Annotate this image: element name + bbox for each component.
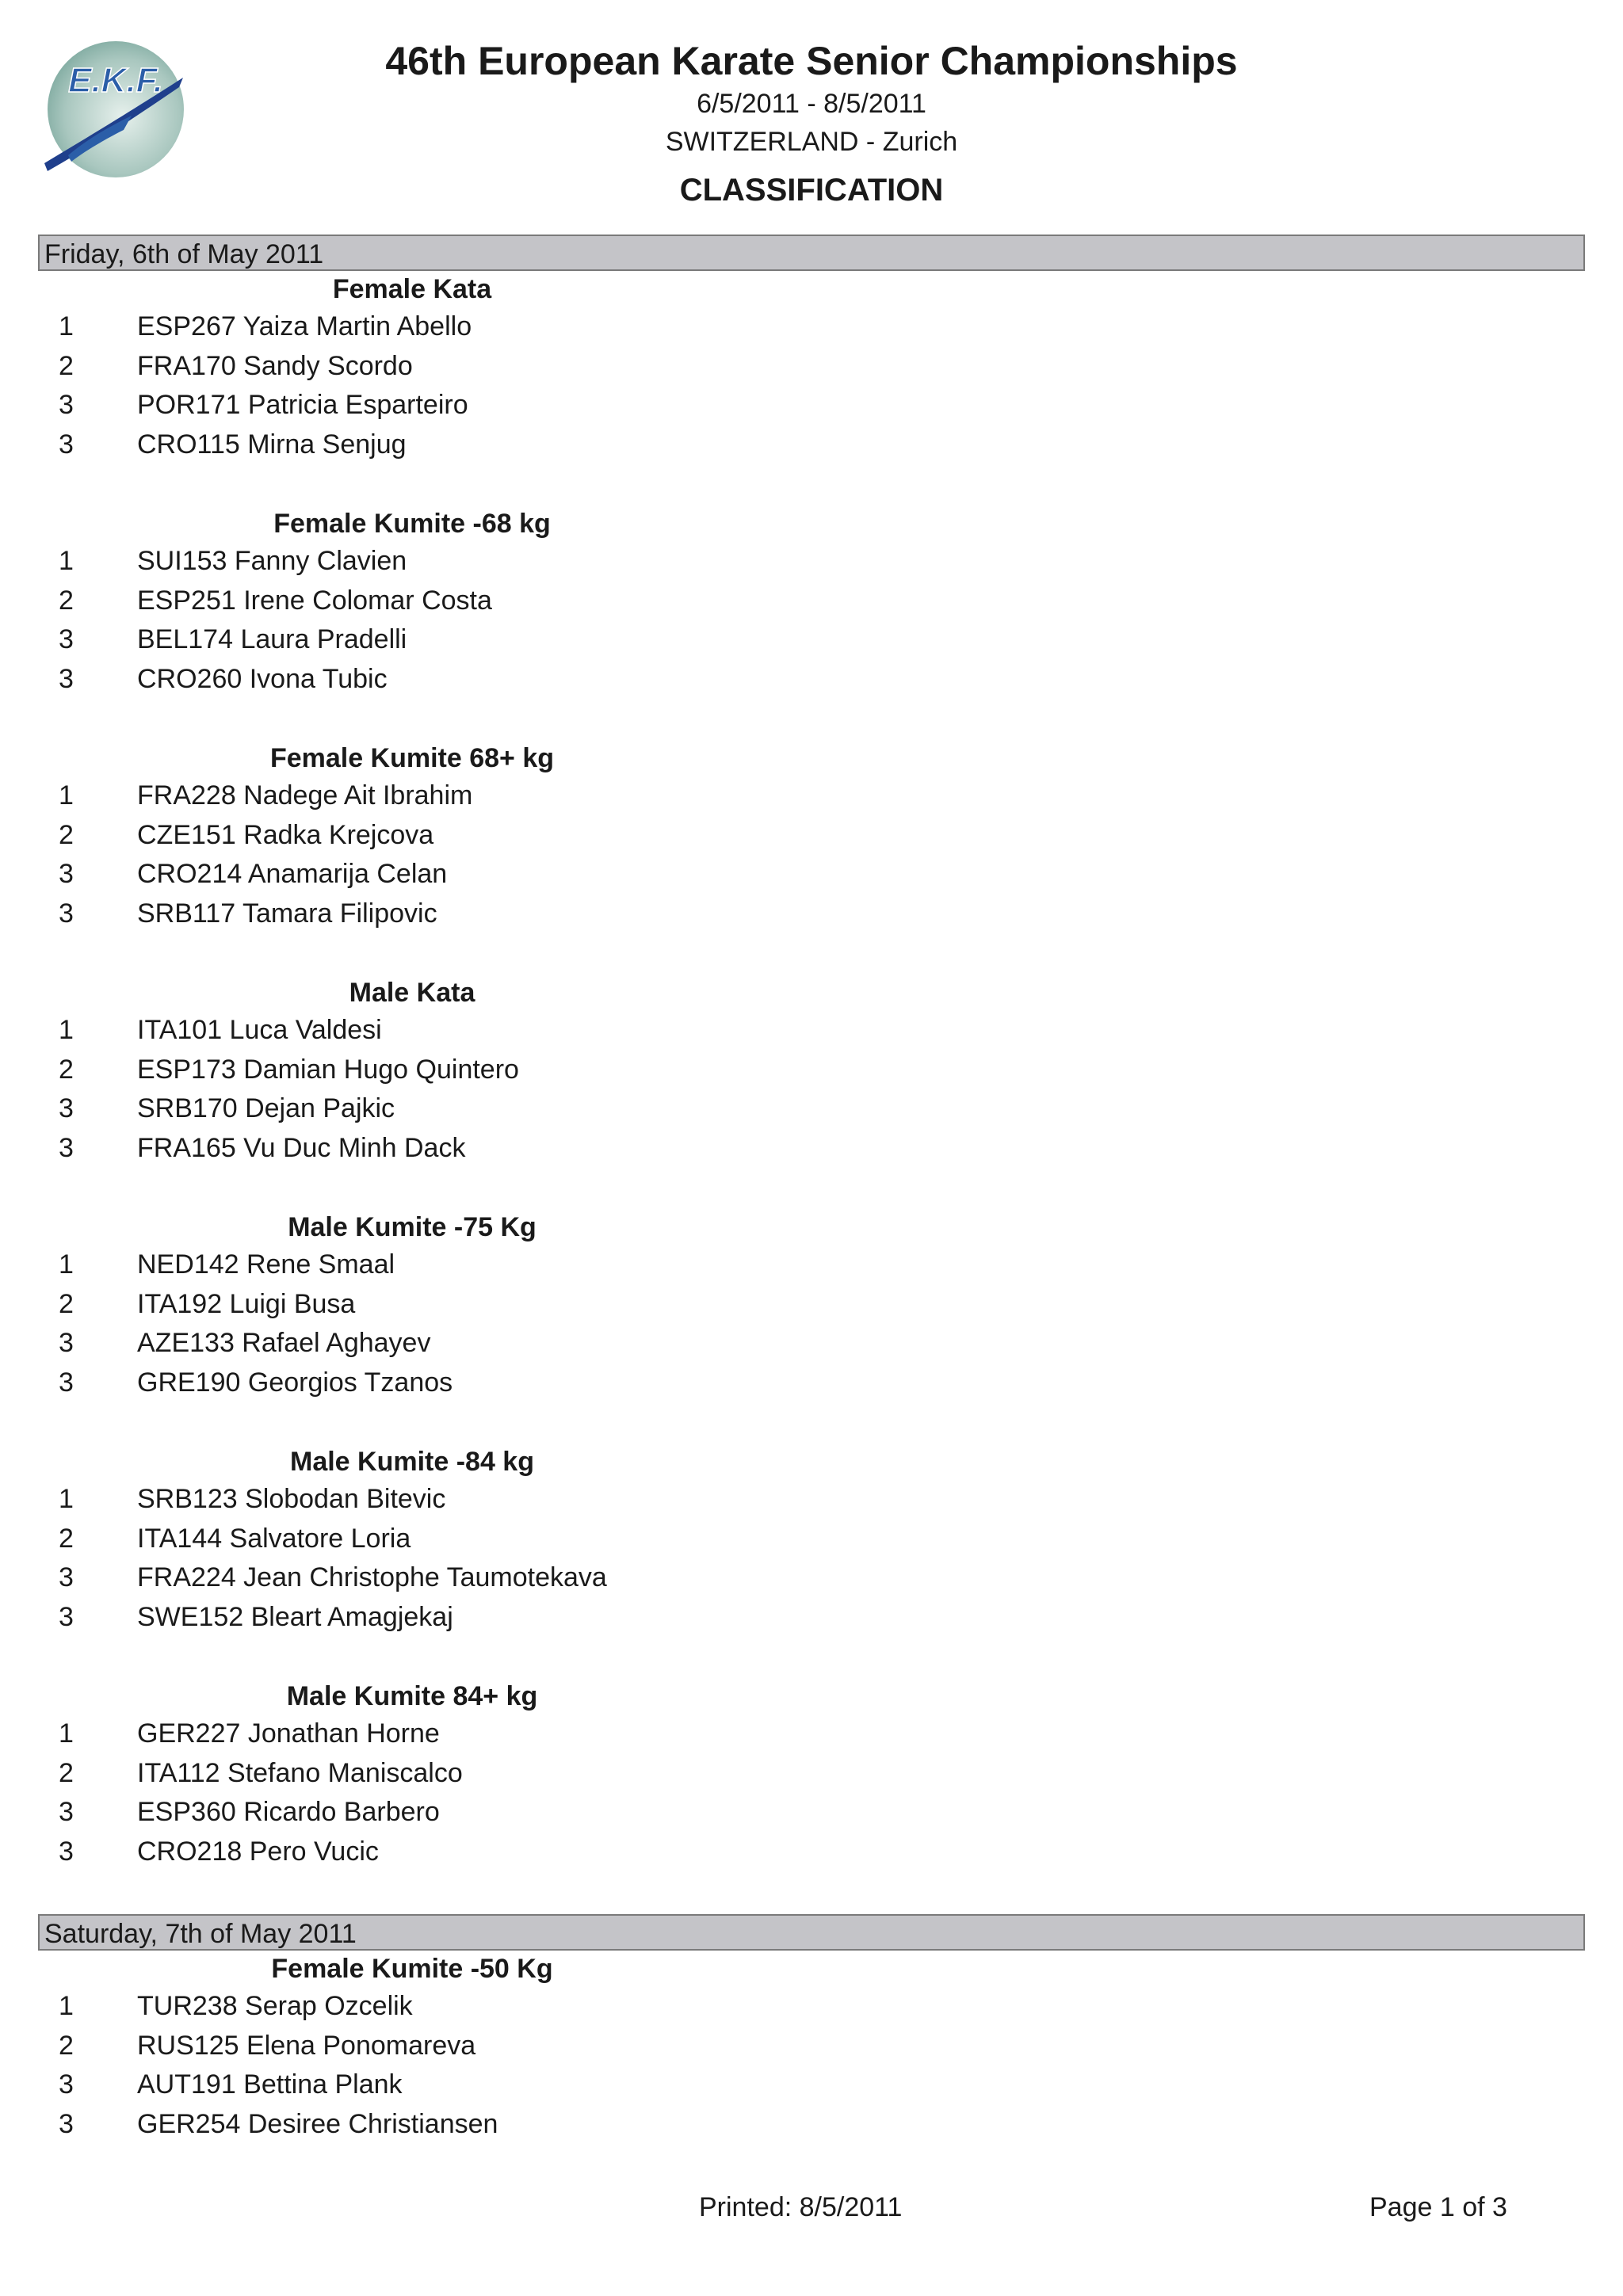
rank: 3	[59, 2108, 74, 2139]
section-title: CLASSIFICATION	[679, 173, 944, 208]
athlete-name: GRE190 Georgios Tzanos	[137, 1367, 453, 1398]
athlete-name: BEL174 Laura Pradelli	[137, 624, 407, 654]
athlete-name: CRO218 Pero Vucic	[137, 1836, 379, 1867]
rank: 3	[59, 390, 74, 420]
day-header: Friday, 6th of May 2011	[38, 235, 1585, 271]
rank: 2	[59, 2030, 74, 2061]
athlete-name: SWE152 Bleart Amagjekaj	[137, 1601, 453, 1632]
athlete-name: ESP251 Irene Colomar Costa	[137, 585, 492, 616]
athlete-name: SRB123 Slobodan Bitevic	[137, 1484, 446, 1514]
category-spacer	[38, 699, 1585, 740]
rank: 3	[59, 1797, 74, 1827]
result-row	[38, 542, 1585, 582]
category-title: Female Kumite -68 kg	[273, 509, 551, 539]
athlete-name: SRB117 Tamara Filipovic	[137, 898, 437, 929]
athlete-name: AZE133 Rafael Aghayev	[137, 1328, 431, 1358]
day-spacer	[38, 1871, 1585, 1914]
result-row	[38, 776, 1585, 816]
rank: 1	[59, 311, 74, 341]
category-title: Male Kumite 84+ kg	[286, 1681, 538, 1711]
result-row	[38, 1833, 1585, 1872]
result-row	[38, 1129, 1585, 1169]
category-title: Female Kumite 68+ kg	[269, 743, 555, 773]
rank: 3	[59, 898, 74, 929]
category-title: Male Kumite -75 Kg	[288, 1212, 537, 1242]
result-row	[38, 1480, 1585, 1520]
result-row	[38, 1089, 1585, 1129]
result-row	[38, 620, 1585, 660]
rank: 3	[59, 2069, 74, 2100]
category-spacer	[38, 1402, 1585, 1444]
result-row	[38, 1520, 1585, 1559]
page-number: Page 1 of 3	[1369, 2192, 1507, 2222]
rank: 3	[59, 624, 74, 654]
event-location: SWITZERLAND - Zurich	[665, 127, 958, 157]
result-row	[38, 1754, 1585, 1794]
category-title: Female Kata	[332, 274, 492, 304]
result-row	[38, 1245, 1585, 1285]
athlete-name: CZE151 Radka Krejcova	[137, 819, 434, 850]
rank: 2	[59, 1757, 74, 1788]
athlete-name: RUS125 Elena Ponomareva	[137, 2030, 476, 2061]
rank: 2	[59, 819, 74, 850]
rank: 2	[59, 585, 74, 616]
rank: 2	[59, 1523, 74, 1554]
athlete-name: CRO260 Ivona Tubic	[137, 663, 388, 694]
athlete-name: FRA165 Vu Duc Minh Dack	[137, 1132, 466, 1163]
result-row	[38, 1714, 1585, 1754]
athlete-name: CRO115 Mirna Senjug	[137, 429, 407, 460]
rank: 3	[59, 859, 74, 889]
printed-date: Printed: 8/5/2011	[699, 2192, 903, 2222]
result-row	[38, 582, 1585, 621]
rank: 1	[59, 780, 74, 810]
category-spacer	[38, 933, 1585, 974]
result-row	[38, 1363, 1585, 1403]
result-row	[38, 1011, 1585, 1051]
category-spacer	[38, 1168, 1585, 1209]
athlete-name: FRA228 Nadege Ait Ibrahim	[137, 780, 473, 810]
rank: 3	[59, 1367, 74, 1398]
result-row	[38, 1558, 1585, 1598]
page-title: 46th European Karate Senior Championships	[385, 39, 1238, 83]
rank: 3	[59, 1093, 74, 1123]
athlete-name: ESP267 Yaiza Martin Abello	[137, 311, 472, 341]
result-row	[38, 1324, 1585, 1363]
rank: 2	[59, 1288, 74, 1319]
rank: 1	[59, 1249, 74, 1280]
athlete-name: ESP173 Damian Hugo Quintero	[137, 1054, 519, 1085]
rank: 3	[59, 663, 74, 694]
rank: 3	[59, 1836, 74, 1867]
result-row	[38, 2065, 1585, 2105]
rank: 3	[59, 1601, 74, 1632]
classification-list	[38, 235, 1585, 2144]
rank: 1	[59, 1015, 74, 1045]
result-row	[38, 386, 1585, 425]
result-row	[38, 347, 1585, 387]
athlete-name: FRA224 Jean Christophe Taumotekava	[137, 1562, 607, 1592]
result-row	[38, 816, 1585, 856]
result-row	[38, 307, 1585, 347]
athlete-name: SUI153 Fanny Clavien	[137, 546, 407, 576]
athlete-name: ITA112 Stefano Maniscalco	[137, 1757, 463, 1788]
rank: 3	[59, 1328, 74, 1358]
athlete-name: GER227 Jonathan Horne	[137, 1718, 440, 1749]
day-header: Saturday, 7th of May 2011	[38, 1914, 1585, 1951]
result-row	[38, 1051, 1585, 1090]
athlete-name: TUR238 Serap Ozcelik	[137, 1991, 413, 2021]
category-spacer	[38, 1637, 1585, 1678]
rank: 1	[59, 1718, 74, 1749]
result-row	[38, 855, 1585, 894]
rank: 3	[59, 1132, 74, 1163]
athlete-name: SRB170 Dejan Pajkic	[137, 1093, 395, 1123]
result-row	[38, 1285, 1585, 1325]
athlete-name: NED142 Rene Smaal	[137, 1249, 395, 1280]
athlete-name: CRO214 Anamarija Celan	[137, 859, 448, 889]
rank: 1	[59, 1484, 74, 1514]
result-row	[38, 2027, 1585, 2066]
rank: 3	[59, 1562, 74, 1592]
result-row	[38, 2105, 1585, 2145]
athlete-name: FRA170 Sandy Scordo	[137, 350, 413, 381]
result-row	[38, 1987, 1585, 2027]
athlete-name: ITA144 Salvatore Loria	[137, 1523, 411, 1554]
category-title: Male Kumite -84 kg	[290, 1447, 534, 1477]
athlete-name: ESP360 Ricardo Barbero	[137, 1797, 440, 1827]
result-row	[38, 1793, 1585, 1833]
category-title: Male Kata	[349, 978, 475, 1008]
event-dates: 6/5/2011 - 8/5/2011	[697, 89, 926, 119]
result-row	[38, 425, 1585, 465]
result-row	[38, 1598, 1585, 1638]
result-row	[38, 660, 1585, 700]
athlete-name: POR171 Patricia Esparteiro	[137, 390, 468, 420]
athlete-name: ITA192 Luigi Busa	[137, 1288, 356, 1319]
category-spacer	[38, 464, 1585, 505]
category-title: Female Kumite -50 Kg	[271, 1954, 553, 1984]
rank: 1	[59, 1991, 74, 2021]
svg-text:E.K.F.: E.K.F.	[68, 61, 163, 100]
rank: 2	[59, 1054, 74, 1085]
rank: 3	[59, 429, 74, 460]
athlete-name: AUT191 Bettina Plank	[137, 2069, 403, 2100]
result-row	[38, 894, 1585, 934]
athlete-name: ITA101 Luca Valdesi	[137, 1015, 382, 1045]
rank: 1	[59, 546, 74, 576]
rank: 2	[59, 350, 74, 381]
athlete-name: GER254 Desiree Christiansen	[137, 2108, 498, 2139]
